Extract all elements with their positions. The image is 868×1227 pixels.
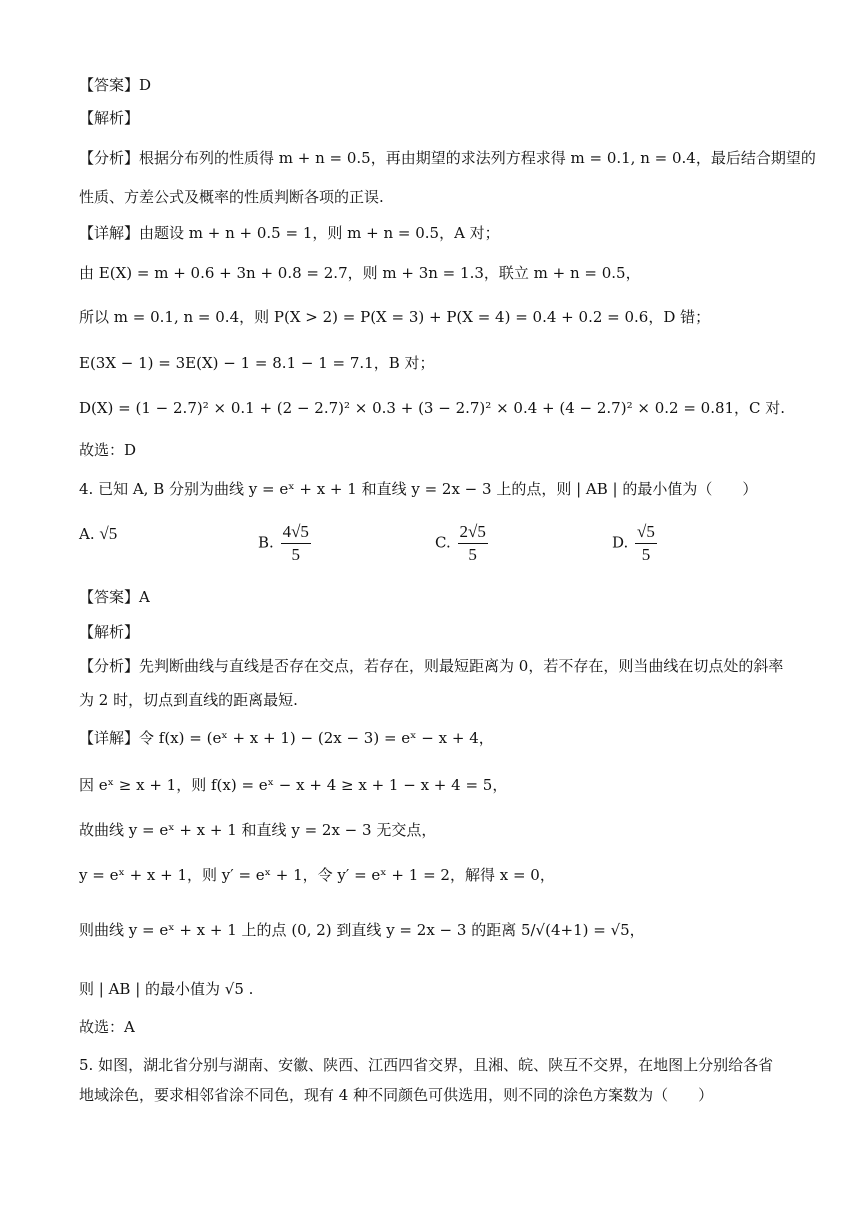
option-value: √5 (99, 524, 118, 543)
choice-line: 故选：D (79, 441, 137, 459)
fraction-denominator: 5 (468, 545, 477, 564)
detail-line: y = eˣ + x + 1，则 y′ = eˣ + 1，令 y′ = eˣ + 1 = 2，解得 x = 0， (79, 866, 555, 884)
answer-label: 【答案】D (79, 76, 152, 94)
fraction-denominator: 5 (641, 545, 651, 564)
option-letter: B. (258, 533, 274, 552)
question-5: 5. 如图，湖北省分别与湖南、安徽、陕西、江西四省交界，且湘、皖、陕互不交界，在地图上分别给各省 (79, 1056, 774, 1074)
detail-line: D(X) = (1 − 2.7)² × 0.1 + (2 − 2.7)² × 0.3 + (3 − 2.7)² × 0.4 + (4 − 2.7)² × 0.2 = 0.81，C 对. (79, 399, 786, 417)
fraction-numerator: 4√5 (281, 521, 311, 544)
detail-line: 由 E(X) = m + 0.6 + 3n + 0.8 = 2.7，则 m + 3n = 1.3，联立 m + n = 0.5， (79, 264, 641, 282)
option-letter: C. (435, 533, 451, 552)
analysis-text: 【分析】根据分布列的性质得 m + n = 0.5，再由期望的求法列方程求得 m = 0.1, n = 0.4，最后结合期望的 (79, 149, 816, 167)
fraction-numerator: 2√5 (458, 521, 488, 544)
option-letter: D. (612, 533, 629, 552)
detail-line: E(3X − 1) = 3E(X) − 1 = 8.1 − 1 = 7.1，B 对； (79, 354, 435, 372)
analysis-text-cont: 为 2 时，切点到直线的距离最短. (79, 691, 298, 709)
option-fraction (281, 521, 311, 566)
choice-line: 故选：A (79, 1018, 135, 1036)
detail-line: 所以 m = 0.1, n = 0.4，则 P(X > 2) = P(X = 3) + P(X = 4) = 0.4 + 0.2 = 0.6，D 错； (79, 308, 711, 326)
option-letter: A. (79, 525, 95, 543)
detail-line: 则曲线 y = eˣ + x + 1 上的点 (0, 2) 到直线 y = 2x − 3 的距离 5/√(4+1) = √5， (79, 921, 645, 939)
analysis-label: 【解析】 (79, 623, 140, 641)
detail-line: 故曲线 y = eˣ + x + 1 和直线 y = 2x − 3 无交点， (79, 821, 437, 839)
fraction-denominator: 5 (291, 545, 300, 564)
detail-line: 因 eˣ ≥ x + 1，则 f(x) = eˣ − x + 4 ≥ x + 1 − x + 4 = 5， (79, 776, 508, 794)
analysis-text-cont: 性质、方差公式及概率的性质判断各项的正误. (79, 188, 384, 206)
analysis-text: 【分析】先判断曲线与直线是否存在交点，若存在，则最短距离为 0，若不存在，则当曲线在切点处的斜率 (79, 657, 784, 675)
question-5-cont: 地域涂色，要求相邻省涂不同色，现有 4 种不同颜色可供选用，则不同的涂色方案数为（ ） (79, 1086, 714, 1104)
question-4: 4. 已知 A, B 分别为曲线 y = eˣ + x + 1 和直线 y = 2x − 3 上的点，则 | AB | 的最小值为（ ） (79, 480, 758, 498)
option-b (258, 521, 313, 566)
detail-line: 【详解】由题设 m + n + 0.5 = 1，则 m + n = 0.5，A 对； (79, 224, 500, 242)
analysis-label: 【解析】 (79, 109, 140, 127)
detail-line: 【详解】令 f(x) = (eˣ + x + 1) − (2x − 3) = eˣ − x + 4， (79, 729, 494, 747)
option-a (79, 521, 117, 547)
fraction-numerator: √5 (635, 521, 657, 544)
answer-label: 【答案】A (79, 588, 150, 606)
option-fraction (458, 521, 488, 566)
option-d (612, 521, 659, 566)
detail-line: 则 | AB | 的最小值为 √5 . (79, 980, 254, 998)
option-fraction (635, 521, 657, 566)
option-c (435, 521, 490, 566)
